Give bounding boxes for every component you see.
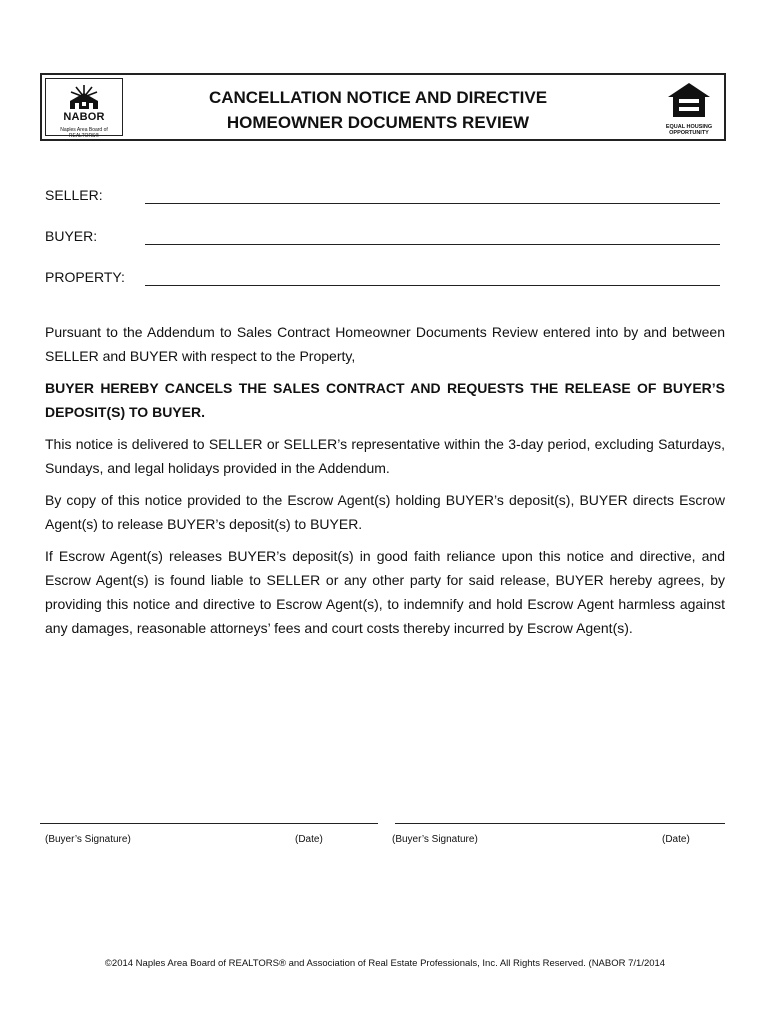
nabor-logo <box>45 78 123 139</box>
buyer-field[interactable] <box>45 228 720 248</box>
eho-line-2: OPPORTUNITY <box>669 130 709 136</box>
seller-field[interactable] <box>45 187 720 207</box>
paragraph-indemnify: If Escrow Agent(s) releases BUYER’s deposit(s) in good faith reliance upon this notice and directive, and Escrow Agent(s) is found liable to SELLER or any other party for said release, BUYER hereby agrees, by providing this notice and directive to Escrow Agent(s), to indemnify and hold Escrow Agent harmless against any damages, reasonable attorneys’ fees and court costs thereby incurred by Escrow Agent(s). <box>45 548 725 636</box>
paragraph-cancellation: BUYER HEREBY CANCELS THE SALES CONTRACT AND REQUESTS THE RELEASE OF BUYER’S DEPOSIT(S) TO BUYER. <box>45 380 725 420</box>
logo-subtext: Naples Area Board of REALTORS® <box>60 127 108 139</box>
nabor-sun-icon <box>66 83 102 111</box>
paragraph-escrow-directive: By copy of this notice provided to the Escrow Agent(s) holding BUYER’s deposit(s), BUYER directs Escrow Agent(s) to release BUYER’s deposit(s) to BUYER. <box>45 492 725 532</box>
buyer-signature-label-2: (Buyer’s Signature) <box>392 834 478 845</box>
document-header <box>40 73 726 141</box>
title-line-1: CANCELLATION NOTICE AND DIRECTIVE <box>208 88 548 107</box>
logo-name: NABOR <box>63 111 105 123</box>
paragraph-intro: Pursuant to the Addendum to Sales Contract Homeowner Documents Review entered into by and between SELLER and BUYER with respect to the Property, <box>45 324 725 364</box>
date-label-1: (Date) <box>295 834 323 845</box>
buyer-label: BUYER: <box>45 228 98 244</box>
paragraph-delivery: This notice is delivered to SELLER or SELLER’s representative within the 3-day period, excluding Saturdays, Sundays, and legal holidays provided in the Addendum. <box>45 436 725 476</box>
property-label: PROPERTY: <box>45 269 125 285</box>
document-title <box>132 85 624 135</box>
buyer-signature-label-1: (Buyer’s Signature) <box>45 834 131 845</box>
document-body <box>45 320 725 648</box>
property-field[interactable] <box>45 269 720 289</box>
equal-housing-icon <box>666 81 712 119</box>
buyer-signature-line-1[interactable] <box>40 823 378 824</box>
seller-line[interactable] <box>145 203 720 204</box>
title-line-2: HOMEOWNER DOCUMENTS REVIEW <box>226 113 530 132</box>
eho-line-1: EQUAL HOUSING <box>665 124 713 130</box>
equal-housing-logo <box>660 81 718 135</box>
date-label-2: (Date) <box>662 834 690 845</box>
seller-label: SELLER: <box>45 187 103 203</box>
buyer-line[interactable] <box>145 244 720 245</box>
property-line[interactable] <box>145 285 720 286</box>
buyer-signature-line-2[interactable] <box>395 823 725 824</box>
copyright-footer: ©2014 Naples Area Board of REALTORS® and Association of Real Estate Professionals, Inc. All Rights Reserved. (NABOR 7/1/2014 <box>104 958 666 969</box>
